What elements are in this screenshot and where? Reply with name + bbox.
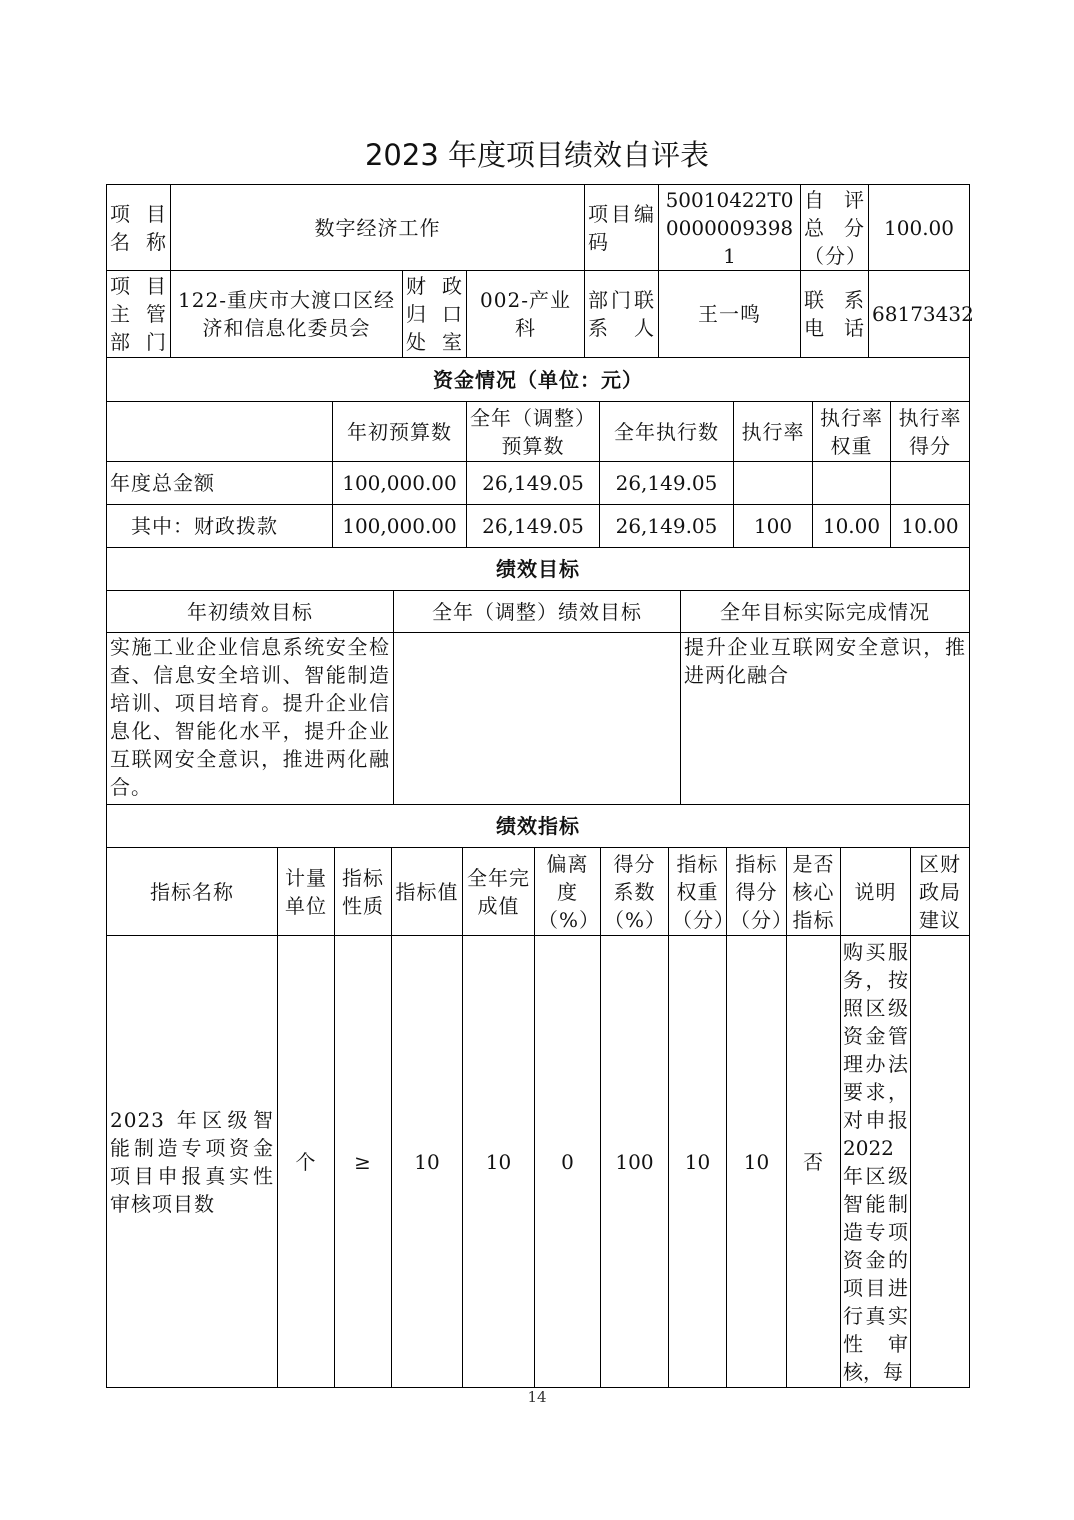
funds-header-score: 执行率得分 xyxy=(891,402,970,462)
finance-office-label: 财政归口处室 xyxy=(403,271,467,358)
ind-row-actual: 10 xyxy=(463,936,535,1388)
page-title: 2023 年度项目绩效自评表 xyxy=(364,138,710,172)
ind-header-actual: 全年完成值 xyxy=(463,848,535,936)
funds-row-fiscal-executed: 26,149.05 xyxy=(600,505,734,548)
funds-row-fiscal-adjusted: 26,149.05 xyxy=(467,505,600,548)
ind-header-name: 指标名称 xyxy=(107,848,278,936)
funds-header-executed: 全年执行数 xyxy=(600,402,734,462)
funds-row-total-executed: 26,149.05 xyxy=(600,462,734,505)
phone: 68173432 xyxy=(869,271,970,358)
ind-header-score: 指标得分（分） xyxy=(727,848,787,936)
ind-row-nature: ≥ xyxy=(335,936,392,1388)
goals-table xyxy=(106,547,970,805)
ind-header-note: 说明 xyxy=(841,848,911,936)
dept-label: 项目主管部门 xyxy=(107,271,171,358)
goals-initial: 实施工业企业信息系统安全检查、信息安全培训、智能制造培训、项目培育。提升企业信息化、智能化水平，提升企业互联网安全意识，推进两化融合。 xyxy=(107,633,394,805)
contact-label: 部门联系人 xyxy=(585,271,659,358)
goals-adjusted xyxy=(394,633,681,805)
funds-row-fiscal-score: 10.00 xyxy=(891,505,970,548)
funds-row-total-adjusted: 26,149.05 xyxy=(467,462,600,505)
funds-row-fiscal-rate: 100 xyxy=(734,505,813,548)
funds-row-total-weight xyxy=(813,462,891,505)
ind-header-target: 指标值 xyxy=(392,848,463,936)
funds-row-fiscal-initial: 100,000.00 xyxy=(333,505,467,548)
finance-office: 002-产业科 xyxy=(467,271,585,358)
funds-header-adjusted: 全年（调整）预算数 xyxy=(467,402,600,462)
goals-section-title: 绩效目标 xyxy=(107,548,970,591)
ind-row-deviation: 0 xyxy=(535,936,601,1388)
self-score: 100.00 xyxy=(869,185,970,271)
indicators-section-title: 绩效指标 xyxy=(107,805,970,848)
funds-row-total-score xyxy=(891,462,970,505)
funds-header-weight: 执行率权重 xyxy=(813,402,891,462)
funds-section-title: 资金情况（单位：元） xyxy=(107,358,970,402)
self-score-label: 自评总分（分） xyxy=(801,185,869,271)
funds-header-blank xyxy=(107,402,333,462)
funds-table xyxy=(106,357,970,548)
goals-header-initial: 年初绩效目标 xyxy=(107,591,394,633)
project-name-label: 项目名称 xyxy=(107,185,171,271)
funds-row-total-rate xyxy=(734,462,813,505)
funds-header-initial: 年初预算数 xyxy=(333,402,467,462)
ind-header-weight: 指标权重（分） xyxy=(669,848,727,936)
goals-actual: 提升企业互联网安全意识，推进两化融合 xyxy=(681,633,970,805)
ind-row-weight: 10 xyxy=(669,936,727,1388)
indicators-table xyxy=(106,804,970,1388)
contact: 王一鸣 xyxy=(659,271,801,358)
ind-row-score: 10 xyxy=(727,936,787,1388)
funds-row-total-initial: 100,000.00 xyxy=(333,462,467,505)
project-code-label: 项目编码 xyxy=(585,185,659,271)
funds-row-total-label: 年度总金额 xyxy=(107,462,333,505)
funds-header-rate: 执行率 xyxy=(734,402,813,462)
ind-header-coef: 得分系数（%） xyxy=(601,848,669,936)
phone-label: 联系电话 xyxy=(801,271,869,358)
project-info-table xyxy=(106,184,974,358)
ind-header-core: 是否核心指标 xyxy=(787,848,841,936)
goals-header-adjusted: 全年（调整）绩效目标 xyxy=(394,591,681,633)
ind-row-name: 2023 年区级智能制造专项资金项目申报真实性审核项目数 xyxy=(107,936,278,1388)
ind-row-coef: 100 xyxy=(601,936,669,1388)
ind-row-unit: 个 xyxy=(278,936,335,1388)
page-number: 14 xyxy=(527,1388,547,1406)
ind-row-advice xyxy=(911,936,970,1388)
funds-row-fiscal-label: 其中：财政拨款 xyxy=(107,505,333,548)
ind-header-deviation: 偏离度（%） xyxy=(535,848,601,936)
ind-row-core: 否 xyxy=(787,936,841,1388)
ind-row-target: 10 xyxy=(392,936,463,1388)
ind-header-advice: 区财政局建议 xyxy=(911,848,970,936)
dept: 122-重庆市大渡口区经济和信息化委员会 xyxy=(171,271,403,358)
ind-header-unit: 计量单位 xyxy=(278,848,335,936)
ind-row-note: 购买服务，按照区级资金管理办法要求，对申报2022年区级智能制造专项资金的项目进行真实性审核，每 xyxy=(841,936,911,1388)
ind-header-nature: 指标性质 xyxy=(335,848,392,936)
project-code: 50010422T000000093981 xyxy=(659,185,801,271)
goals-header-actual: 全年目标实际完成情况 xyxy=(681,591,970,633)
project-name: 数字经济工作 xyxy=(171,185,585,271)
funds-row-fiscal-weight: 10.00 xyxy=(813,505,891,548)
